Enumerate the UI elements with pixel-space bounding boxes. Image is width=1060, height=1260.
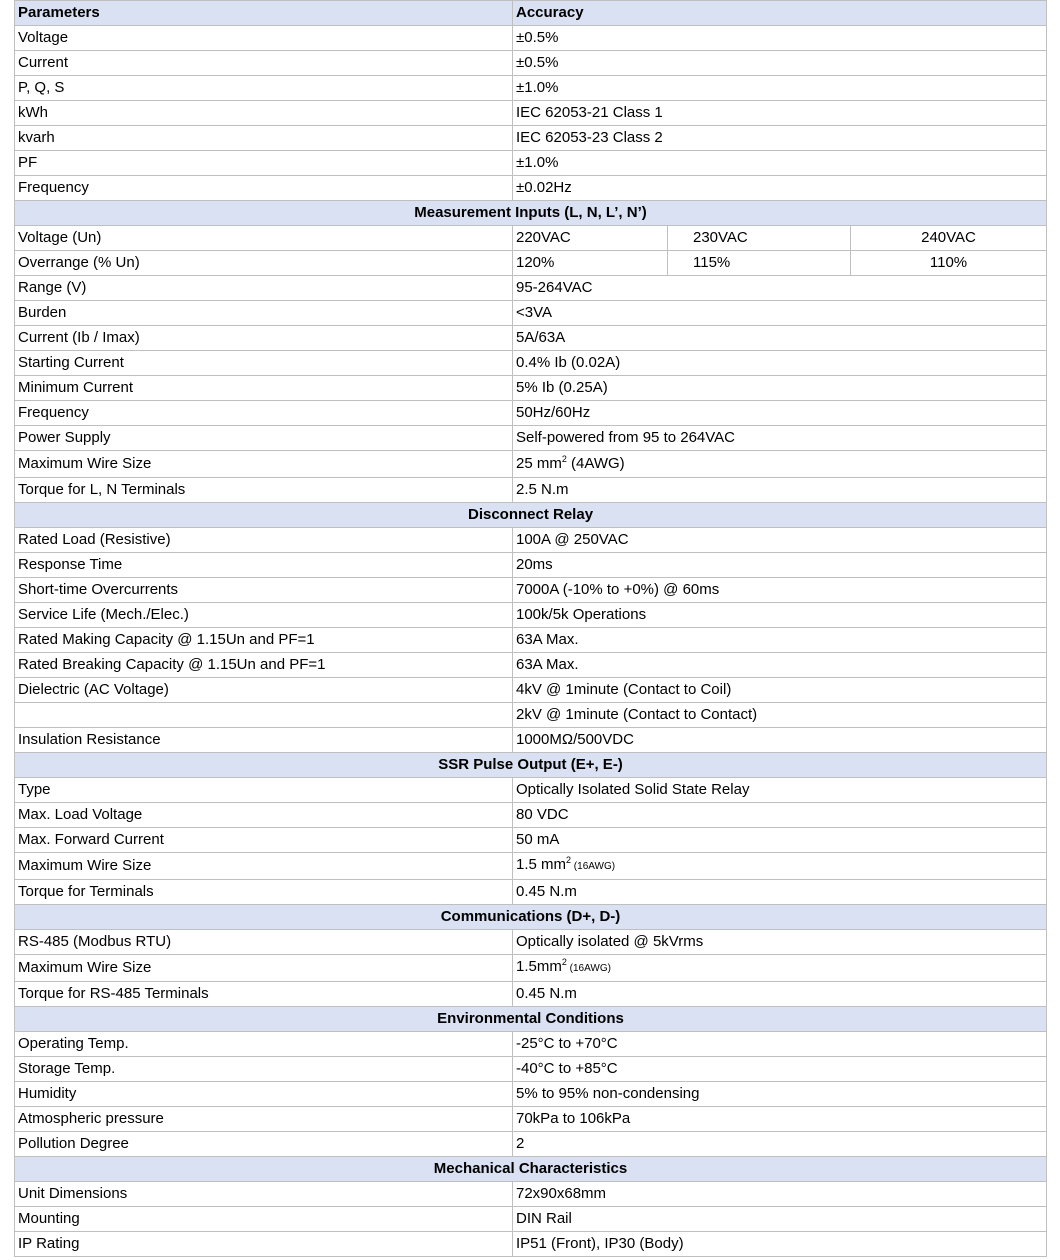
section-header-relay (15, 503, 1047, 528)
table-row (15, 451, 1047, 478)
row-label: Unit Dimensions (15, 1182, 513, 1207)
row-label: Storage Temp. (15, 1057, 513, 1082)
table-row (15, 478, 1047, 503)
row-label: Minimum Current (15, 376, 513, 401)
row-value (513, 451, 1047, 478)
row-value: 100A @ 250VAC (513, 528, 1047, 553)
row-label: kWh (15, 101, 513, 126)
row-label: Type (15, 778, 513, 803)
table-row (15, 803, 1047, 828)
row-label: Power Supply (15, 426, 513, 451)
row-label: Rated Making Capacity @ 1.15Un and PF=1 (15, 628, 513, 653)
row-value: IEC 62053-21 Class 1 (513, 101, 1047, 126)
row-label: Voltage (15, 26, 513, 51)
row-label: Mounting (15, 1207, 513, 1232)
table-row (15, 678, 1047, 703)
row-label: Torque for Terminals (15, 880, 513, 905)
row-label: P, Q, S (15, 76, 513, 101)
section-title: Measurement Inputs (L, N, L’, N’) (15, 201, 1047, 226)
row-value: ±0.02Hz (513, 176, 1047, 201)
row-value: Self-powered from 95 to 264VAC (513, 426, 1047, 451)
row-label: Rated Breaking Capacity @ 1.15Un and PF=1 (15, 653, 513, 678)
table-row (15, 51, 1047, 76)
row-value (513, 853, 1047, 880)
table-row (15, 1182, 1047, 1207)
row-value: 5A/63A (513, 326, 1047, 351)
row-value: 2.5 N.m (513, 478, 1047, 503)
table-row (15, 628, 1047, 653)
row-label: Service Life (Mech./Elec.) (15, 603, 513, 628)
section-title: SSR Pulse Output (E+, E-) (15, 753, 1047, 778)
table-row (15, 1032, 1047, 1057)
row-label: kvarh (15, 126, 513, 151)
section-title: Disconnect Relay (15, 503, 1047, 528)
section-header-mechanical (15, 1157, 1047, 1182)
row-label: Starting Current (15, 351, 513, 376)
row-label (15, 703, 513, 728)
row-value: 5% Ib (0.25A) (513, 376, 1047, 401)
row-value: 4kV @ 1minute (Contact to Coil) (513, 678, 1047, 703)
row-value: 115% (668, 251, 851, 276)
section-header-measurement (15, 201, 1047, 226)
section-header-communications (15, 905, 1047, 930)
table-row (15, 176, 1047, 201)
table-row (15, 26, 1047, 51)
table-row (15, 76, 1047, 101)
section-title: Communications (D+, D-) (15, 905, 1047, 930)
table-row (15, 578, 1047, 603)
table-row (15, 1132, 1047, 1157)
wire-size-value: 25 mm (516, 454, 562, 472)
row-label: Current (Ib / Imax) (15, 326, 513, 351)
row-value: 0.45 N.m (513, 880, 1047, 905)
row-label: Burden (15, 301, 513, 326)
row-value: 7000A (-10% to +0%) @ 60ms (513, 578, 1047, 603)
row-value: 63A Max. (513, 628, 1047, 653)
table-row (15, 151, 1047, 176)
row-label: Voltage (Un) (15, 226, 513, 251)
table-row (15, 853, 1047, 880)
superscript: 2 (561, 453, 567, 464)
row-value: 2kV @ 1minute (Contact to Contact) (513, 703, 1047, 728)
table-row (15, 778, 1047, 803)
row-label: Short-time Overcurrents (15, 578, 513, 603)
spec-table (14, 0, 1047, 1257)
row-label: Pollution Degree (15, 1132, 513, 1157)
row-value: Optically Isolated Solid State Relay (513, 778, 1047, 803)
wire-size-suffix: (16AWG) (571, 861, 616, 872)
row-label: Rated Load (Resistive) (15, 528, 513, 553)
wire-size-value: 1.5 mm (516, 856, 567, 873)
table-row (15, 553, 1047, 578)
row-label: Dielectric (AC Voltage) (15, 678, 513, 703)
row-label: Operating Temp. (15, 1032, 513, 1057)
row-label: PF (15, 151, 513, 176)
row-label: Maximum Wire Size (15, 955, 513, 982)
table-row (15, 326, 1047, 351)
row-value: IEC 62053-23 Class 2 (513, 126, 1047, 151)
table-row (15, 251, 1047, 276)
table-row (15, 1207, 1047, 1232)
row-value: IP51 (Front), IP30 (Body) (513, 1232, 1047, 1257)
table-row (15, 301, 1047, 326)
row-value: DIN Rail (513, 1207, 1047, 1232)
row-label: Max. Load Voltage (15, 803, 513, 828)
header-parameters: Parameters (15, 1, 513, 26)
table-row (15, 930, 1047, 955)
superscript: 2 (561, 957, 567, 967)
row-label: IP Rating (15, 1232, 513, 1257)
row-value: 5% to 95% non-condensing (513, 1082, 1047, 1107)
wire-size-suffix: (16AWG) (566, 963, 611, 974)
row-value: 50Hz/60Hz (513, 401, 1047, 426)
row-value: 0.45 N.m (513, 982, 1047, 1007)
row-label: Max. Forward Current (15, 828, 513, 853)
row-value: ±1.0% (513, 151, 1047, 176)
row-value: 95-264VAC (513, 276, 1047, 301)
wire-size-value: 1.5mm (516, 958, 562, 975)
table-row (15, 728, 1047, 753)
row-value: 100k/5k Operations (513, 603, 1047, 628)
row-value: 220VAC (513, 226, 668, 251)
row-label: Atmospheric pressure (15, 1107, 513, 1132)
table-row (15, 1107, 1047, 1132)
section-title: Environmental Conditions (15, 1007, 1047, 1032)
header-row (15, 1, 1047, 26)
row-label: Current (15, 51, 513, 76)
row-value: 110% (851, 251, 1047, 276)
table-row (15, 982, 1047, 1007)
row-value: 0.4% Ib (0.02A) (513, 351, 1047, 376)
row-value: 2 (513, 1132, 1047, 1157)
row-value: Optically isolated @ 5kVrms (513, 930, 1047, 955)
row-value: 72x90x68mm (513, 1182, 1047, 1207)
row-label: Overrange (% Un) (15, 251, 513, 276)
header-accuracy: Accuracy (513, 1, 1047, 26)
row-value: 230VAC (668, 226, 851, 251)
row-label: RS-485 (Modbus RTU) (15, 930, 513, 955)
table-row (15, 401, 1047, 426)
row-value: ±1.0% (513, 76, 1047, 101)
superscript: 2 (566, 855, 572, 865)
table-row (15, 955, 1047, 982)
table-row (15, 126, 1047, 151)
row-value: ±0.5% (513, 26, 1047, 51)
row-label: Frequency (15, 176, 513, 201)
section-header-environment (15, 1007, 1047, 1032)
row-label: Frequency (15, 401, 513, 426)
section-title: Mechanical Characteristics (15, 1157, 1047, 1182)
row-label: Range (V) (15, 276, 513, 301)
row-value: 120% (513, 251, 668, 276)
row-value: ±0.5% (513, 51, 1047, 76)
table-row (15, 101, 1047, 126)
row-value: 20ms (513, 553, 1047, 578)
row-label: Torque for L, N Terminals (15, 478, 513, 503)
row-value: 70kPa to 106kPa (513, 1107, 1047, 1132)
section-header-ssr (15, 753, 1047, 778)
row-value (513, 955, 1047, 982)
table-row (15, 426, 1047, 451)
table-row (15, 880, 1047, 905)
row-value: 63A Max. (513, 653, 1047, 678)
row-value: 1000MΩ/500VDC (513, 728, 1047, 753)
row-value: -25°C to +70°C (513, 1032, 1047, 1057)
row-label: Maximum Wire Size (15, 853, 513, 880)
row-label: Insulation Resistance (15, 728, 513, 753)
row-label: Response Time (15, 553, 513, 578)
row-label: Humidity (15, 1082, 513, 1107)
row-value: 240VAC (851, 226, 1047, 251)
wire-size-suffix: (4AWG) (566, 454, 625, 472)
row-value: 50 mA (513, 828, 1047, 853)
table-row (15, 276, 1047, 301)
table-row (15, 226, 1047, 251)
table-row (15, 528, 1047, 553)
row-value: 80 VDC (513, 803, 1047, 828)
table-row (15, 351, 1047, 376)
table-row (15, 1232, 1047, 1257)
table-row (15, 828, 1047, 853)
row-value: <3VA (513, 301, 1047, 326)
row-value: -40°C to +85°C (513, 1057, 1047, 1082)
table-row (15, 603, 1047, 628)
table-row (15, 376, 1047, 401)
row-label: Maximum Wire Size (15, 451, 513, 478)
table-row (15, 703, 1047, 728)
row-label: Torque for RS-485 Terminals (15, 982, 513, 1007)
table-row (15, 653, 1047, 678)
table-row (15, 1082, 1047, 1107)
table-row (15, 1057, 1047, 1082)
